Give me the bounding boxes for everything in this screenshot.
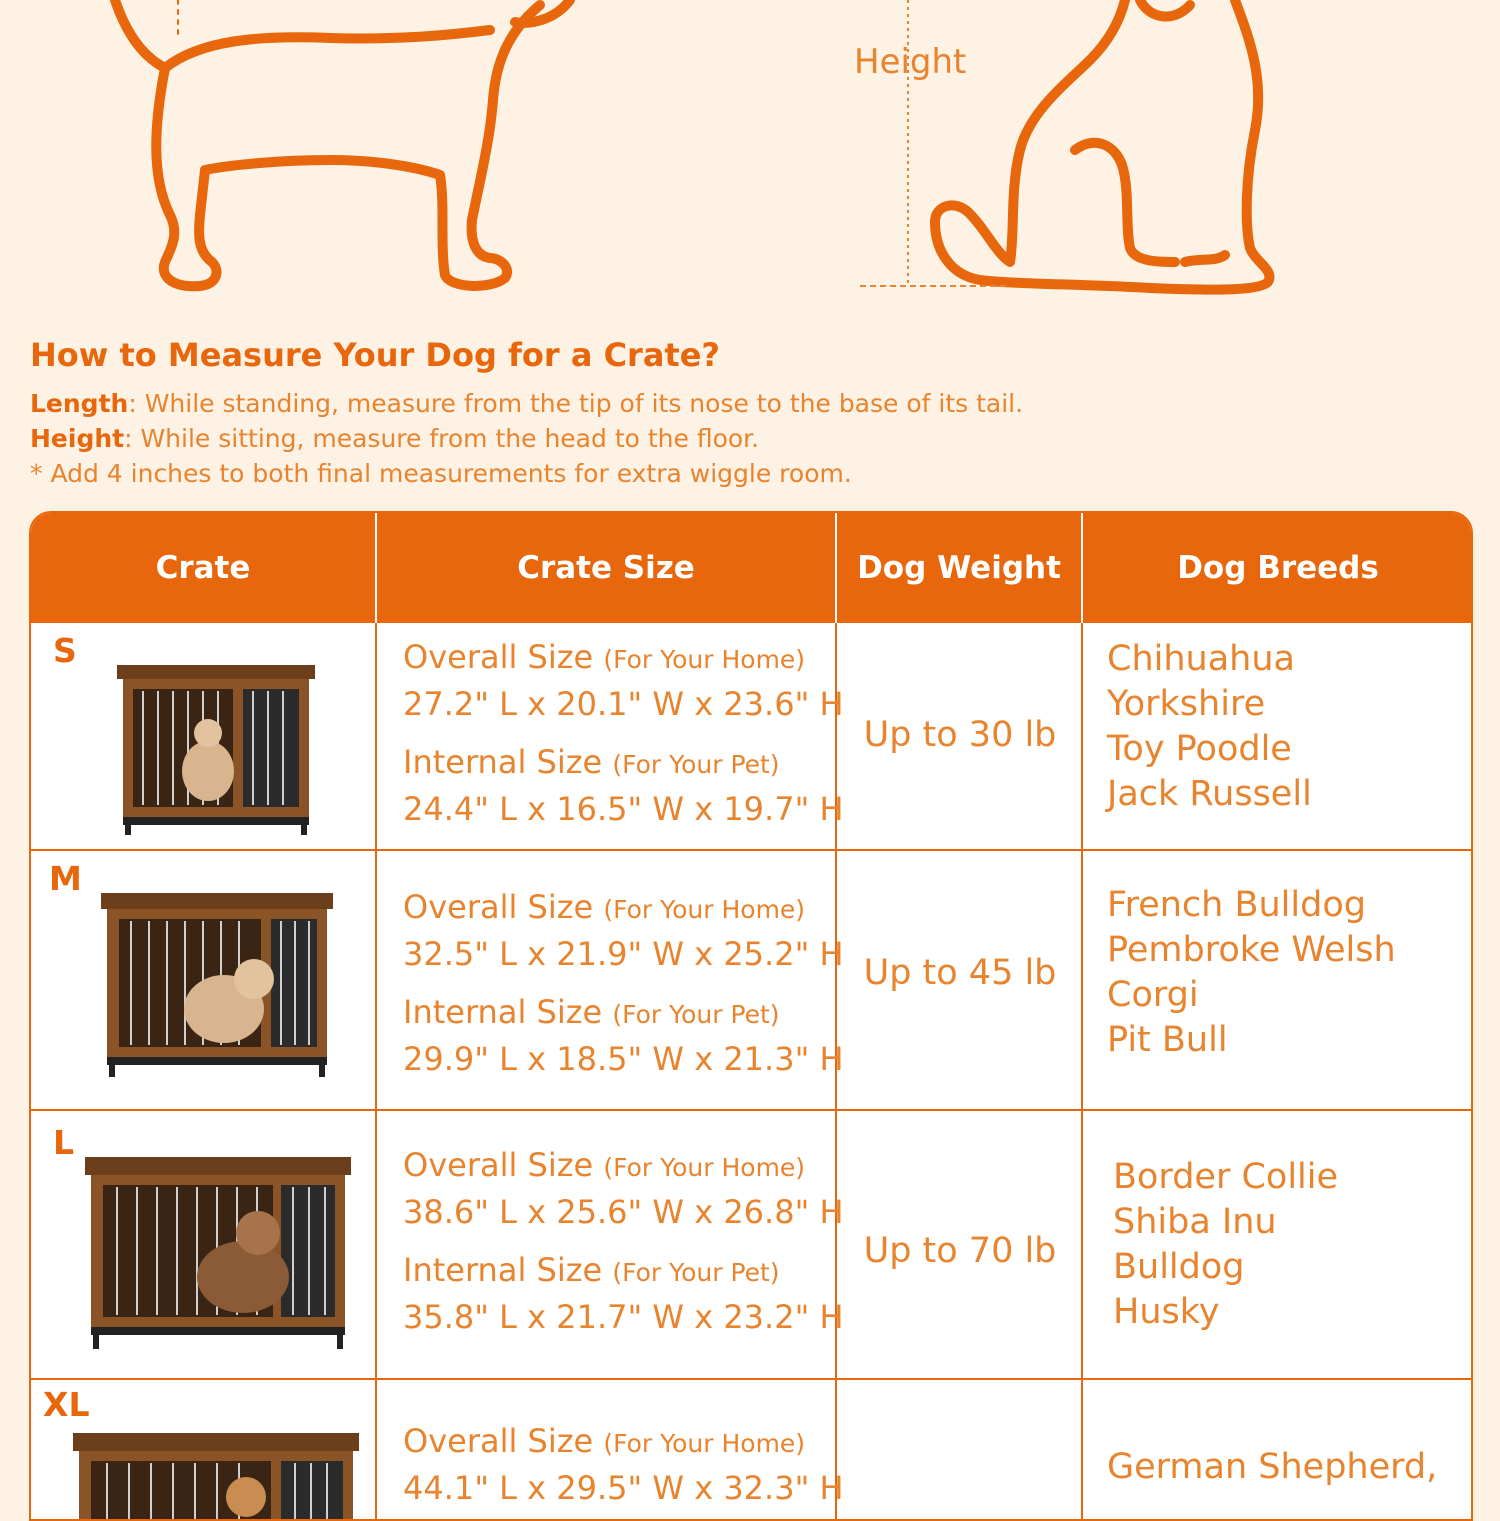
overall-size: Overall Size (For Your Home) (403, 638, 806, 676)
dog-breeds-list (1113, 1155, 1338, 1335)
overall-size: Overall Size (For Your Home) (403, 1146, 806, 1184)
crate-size-label: L (53, 1123, 75, 1162)
crate-size-label: XL (43, 1385, 90, 1424)
dog-breeds-list (1107, 1445, 1437, 1490)
header-divider (835, 513, 837, 623)
internal-dimensions: 24.4" L x 16.5" W x 19.7" H (403, 790, 844, 828)
dog-weight: Up to 30 lb (863, 715, 1057, 755)
column-divider (1081, 513, 1083, 1519)
overall-dimensions: 32.5" L x 21.9" W x 25.2" H (403, 935, 844, 973)
breed-item: Corgi (1107, 975, 1199, 1015)
dog-measure-illustration (0, 0, 1500, 320)
breed-item: Chihuahua (1107, 639, 1295, 679)
breed-item: Yorkshire (1107, 684, 1266, 724)
overall-size: Overall Size (For Your Home) (403, 888, 806, 926)
internal-size: Internal Size (For Your Pet) (403, 1251, 780, 1289)
crate-size-label: M (49, 859, 82, 898)
internal-size: Internal Size (For Your Pet) (403, 743, 780, 781)
internal-dimensions: 29.9" L x 18.5" W x 21.3" H (403, 1040, 844, 1078)
header-divider (375, 513, 377, 623)
page-heading: How to Measure Your Dog for a Crate? (30, 336, 720, 374)
row-divider (31, 1109, 1471, 1111)
table-header (31, 513, 1471, 623)
dog-breeds-list (1107, 637, 1312, 817)
crate-size-table (29, 511, 1473, 1521)
header-divider (1081, 513, 1083, 623)
column-divider (375, 513, 377, 1519)
crate-medium-image (99, 891, 335, 1079)
dog-breeds-list (1107, 883, 1396, 1063)
breed-item: German Shepherd, (1107, 1447, 1438, 1487)
internal-dimensions: 35.8" L x 21.7" W x 23.2" H (403, 1298, 844, 1336)
overall-dimensions: 44.1" L x 29.5" W x 32.3" H (403, 1469, 844, 1507)
height-label: Height (854, 42, 967, 82)
height-instruction: Height: While sitting, measure from the head to the floor. (30, 424, 760, 453)
header-dog-breeds: Dog Breeds (1177, 550, 1379, 586)
standing-dog-icon (115, 0, 540, 286)
crate-large-image (83, 1155, 353, 1351)
breed-item: Shiba Inu (1113, 1202, 1277, 1242)
breed-item: Pembroke Welsh (1107, 930, 1396, 970)
crate-size-label: S (53, 631, 77, 670)
row-divider (31, 1378, 1471, 1380)
header-crate-size: Crate Size (517, 550, 695, 586)
header-dog-weight: Dog Weight (857, 550, 1061, 586)
overall-size: Overall Size (For Your Home) (403, 1422, 806, 1460)
breed-item: Toy Poodle (1107, 729, 1292, 769)
crate-small-image (113, 661, 319, 837)
breed-item: Husky (1113, 1292, 1220, 1332)
breed-item: French Bulldog (1107, 885, 1366, 925)
measure-instructions (30, 336, 1470, 491)
header-crate: Crate (155, 550, 251, 586)
wiggle-room-note: * Add 4 inches to both final measurements for extra wiggle room. (30, 459, 852, 488)
length-instruction: Length: While standing, measure from the tip of its nose to the base of its tail. (30, 389, 1024, 418)
breed-item: Bulldog (1113, 1247, 1245, 1287)
breed-item: Jack Russell (1107, 774, 1312, 814)
breed-item: Border Collie (1113, 1157, 1339, 1197)
dog-weight: Up to 45 lb (863, 953, 1057, 993)
row-divider (31, 849, 1471, 851)
overall-dimensions: 27.2" L x 20.1" W x 23.6" H (403, 685, 844, 723)
internal-size: Internal Size (For Your Pet) (403, 993, 780, 1031)
crate-xl-image (71, 1431, 361, 1521)
overall-dimensions: 38.6" L x 25.6" W x 26.8" H (403, 1193, 844, 1231)
dog-weight: Up to 70 lb (863, 1231, 1057, 1271)
breed-item: Pit Bull (1107, 1020, 1228, 1060)
